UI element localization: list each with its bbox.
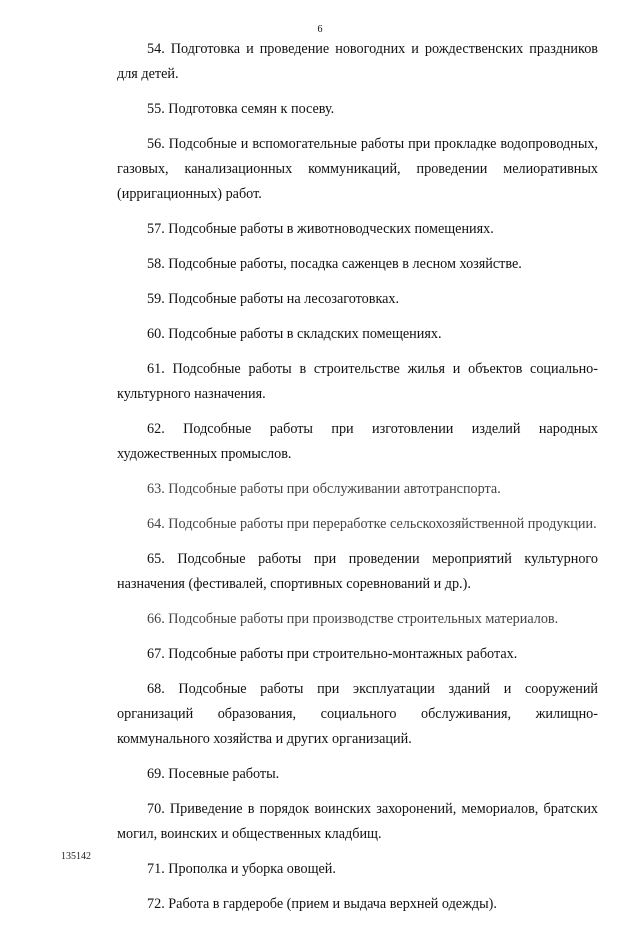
list-item: 63. Подсобные работы при обслуживании автотранспорта. — [147, 481, 501, 497]
list-item: 67. Подсобные работы при строительно-монтажных работах. — [147, 646, 518, 662]
list-item: 64. Подсобные работы при переработке сельскохозяйственной продукции. — [147, 516, 597, 532]
list-item: 55. Подготовка семян к посеву. — [147, 101, 335, 117]
list-item: 57. Подсобные работы в животноводческих помещениях. — [147, 221, 494, 237]
list-item: 65. Подсобные работы при проведении мероприятий культурного назначения (фестивалей, спортивных соревнований и др.). — [117, 551, 598, 592]
list-item: 71. Прополка и уборка овощей. — [147, 861, 336, 877]
footer-document-code: 135142 — [61, 851, 91, 862]
list-item: 72. Работа в гардеробе (прием и выдача верхней одежды). — [147, 896, 497, 912]
list-item: 70. Приведение в порядок воинских захоронений, мемориалов, братских могил, воинских и общественных кладбищ. — [117, 801, 598, 842]
list-item: 54. Подготовка и проведение новогодних и рождественских праздников для детей. — [117, 41, 598, 82]
list-item: 56. Подсобные и вспомогательные работы при прокладке водопроводных, газовых, канализационных коммуникаций, проведении мелиоративных (ирригационных) работ. — [117, 136, 598, 202]
list-item: 58. Подсобные работы, посадка саженцев в лесном хозяйстве. — [147, 256, 522, 272]
page-number: 6 — [317, 24, 323, 35]
list-item: 60. Подсобные работы в складских помещениях. — [147, 326, 442, 342]
list-item: 61. Подсобные работы в строительстве жилья и объектов социально-культурного назначения. — [117, 361, 598, 402]
document-body — [117, 37, 598, 927]
list-item: 62. Подсобные работы при изготовлении изделий народных художественных промыслов. — [117, 421, 598, 462]
list-item: 68. Подсобные работы при эксплуатации зданий и сооружений организаций образования, социального обслуживания, жилищно-коммунального хозяйства и других организаций. — [117, 681, 598, 747]
list-item: 66. Подсобные работы при производстве строительных материалов. — [147, 611, 559, 627]
list-item: 69. Посевные работы. — [147, 766, 280, 782]
list-item: 59. Подсобные работы на лесозаготовках. — [147, 291, 400, 307]
